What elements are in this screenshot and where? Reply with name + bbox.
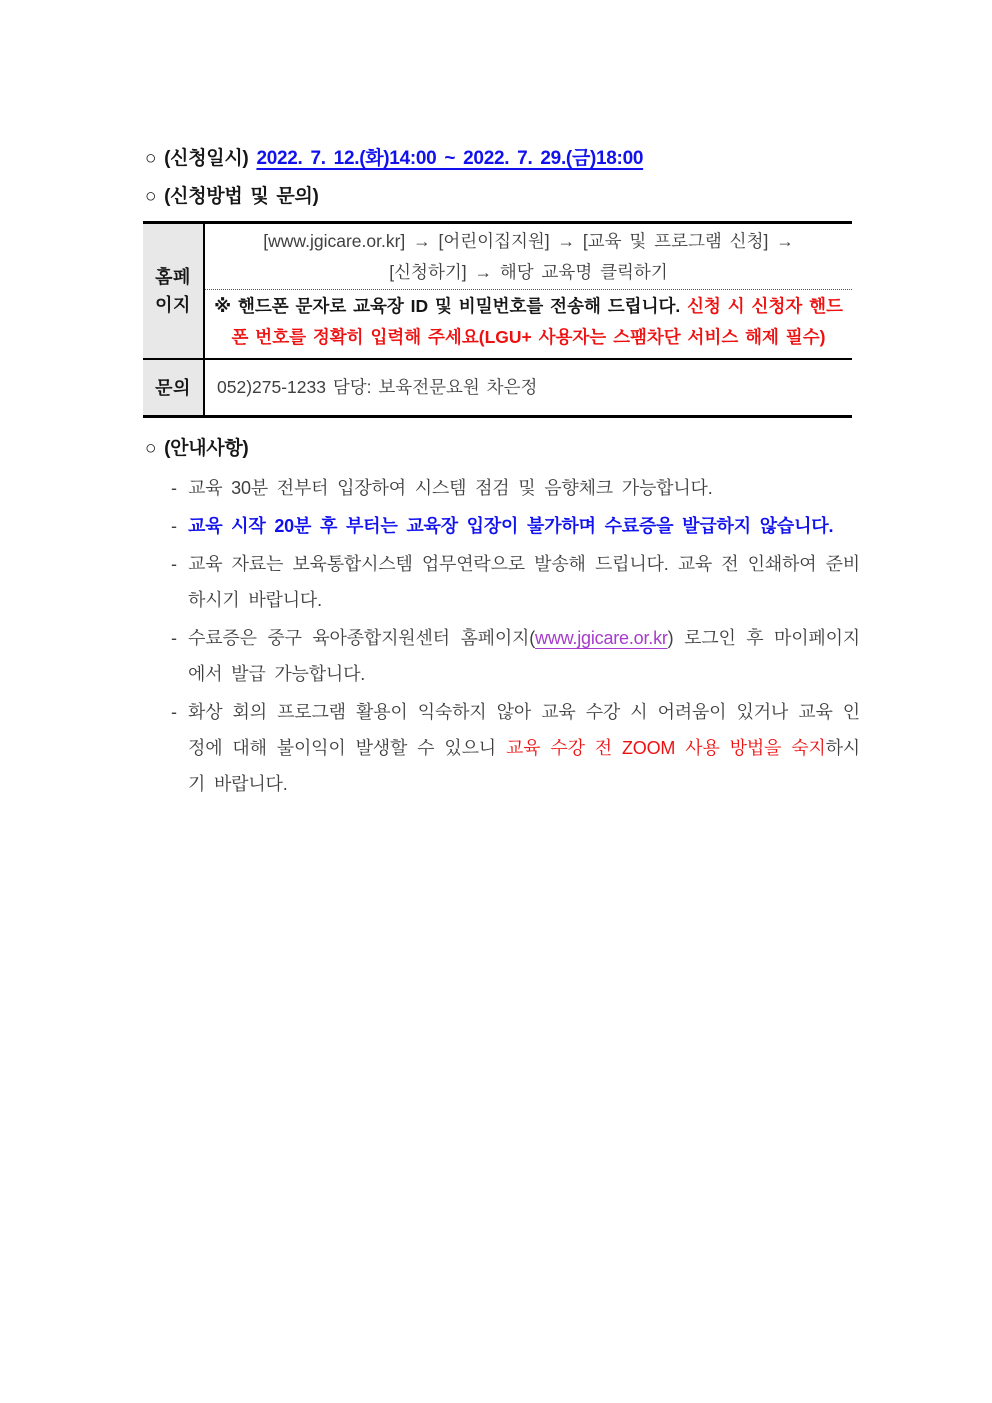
apply-datetime-heading bbox=[143, 140, 862, 178]
text-segment: 교육 시작 20분 후 부터는 교육장 입장이 불가하며 수료증을 발급하지 않습니다. bbox=[188, 516, 834, 536]
text-segment: ) 로그인 후 마이페이지에서 발급 가능합니다. bbox=[188, 628, 860, 684]
text-segment: 화상 회의 프로그램 활용이 익숙하지 않아 교육 수강 시 어려움이 있거나 교육 인정에 대해 불이익이 발생할 수 있으니 bbox=[188, 702, 860, 758]
table-header-contact-label: 문의 bbox=[155, 377, 191, 398]
bullet-dash: - bbox=[171, 516, 177, 536]
guide-list-item bbox=[143, 694, 860, 802]
bullet-text bbox=[188, 694, 860, 802]
guide-list-item bbox=[143, 546, 860, 618]
text-segment: 하시기 바랍니다. bbox=[188, 738, 860, 794]
apply-method-label: ○ (신청방법 및 문의) bbox=[145, 186, 319, 207]
homepage-path bbox=[205, 224, 852, 290]
text-segment: 교육 30분 전부터 입장하여 시스템 점검 및 음향체크 가능합니다. bbox=[188, 478, 713, 498]
bullet-text bbox=[188, 508, 860, 544]
bullet-text bbox=[188, 546, 860, 618]
bullet-text bbox=[188, 470, 860, 506]
homepage-path-line2: [신청하기] → 해당 교육명 클릭하기 bbox=[389, 262, 668, 282]
guide-list bbox=[143, 470, 860, 802]
table-header-homepage-label: 홈페이지 bbox=[155, 267, 191, 315]
apply-method-table bbox=[143, 221, 852, 418]
bullet-dash: - bbox=[171, 478, 177, 498]
guide-heading bbox=[143, 430, 862, 468]
table-row-homepage bbox=[143, 224, 852, 358]
bullet-text bbox=[188, 620, 860, 692]
apply-datetime-value: 2022. 7. 12.(화)14:00 ~ 2022. 7. 29.(금)18:00 bbox=[256, 148, 644, 169]
guide-list-item bbox=[143, 470, 860, 506]
table-header-homepage bbox=[143, 224, 205, 358]
bullet-dash: - bbox=[171, 628, 177, 648]
guide-label: ○ (안내사항) bbox=[145, 438, 249, 459]
text-segment: 수료증은 중구 육아종합지원센터 홈페이지( bbox=[188, 628, 536, 648]
table-header-contact bbox=[143, 360, 205, 415]
guide-list-item bbox=[143, 508, 860, 544]
homepage-notice-red: 신청 시 신청자 핸드폰 번호를 정확히 입력해 주세요(LGU+ 사용자는 스팸차단 서비스 해제 필수) bbox=[231, 296, 843, 347]
bullet-dash: - bbox=[171, 554, 177, 574]
homepage-notice-black: ※ 핸드폰 문자로 교육장 ID 및 비밀번호를 전송해 드립니다. bbox=[214, 296, 688, 316]
apply-method-heading bbox=[143, 178, 862, 216]
text-segment: 교육 자료는 보육통합시스템 업무연락으로 발송해 드립니다. 교육 전 인쇄하여 준비하시기 바랍니다. bbox=[188, 554, 860, 610]
apply-datetime-label: ○ (신청일시) bbox=[145, 148, 249, 169]
homepage-path-line1: [www.jgicare.or.kr] → [어린이집지원] → [교육 및 프로그램 신청] → bbox=[263, 231, 794, 251]
contact-value: 052)275-1233 담당: 보육전문요원 차은정 bbox=[217, 377, 538, 397]
homepage-notice bbox=[205, 290, 852, 358]
table-row-contact bbox=[143, 358, 852, 415]
bullet-dash: - bbox=[171, 702, 177, 722]
homepage-link[interactable]: www.jgicare.or.kr bbox=[535, 628, 668, 648]
text-segment: 교육 수강 전 ZOOM 사용 방법을 숙지 bbox=[505, 738, 826, 758]
guide-list-item bbox=[143, 620, 860, 692]
homepage-cell bbox=[205, 224, 852, 358]
